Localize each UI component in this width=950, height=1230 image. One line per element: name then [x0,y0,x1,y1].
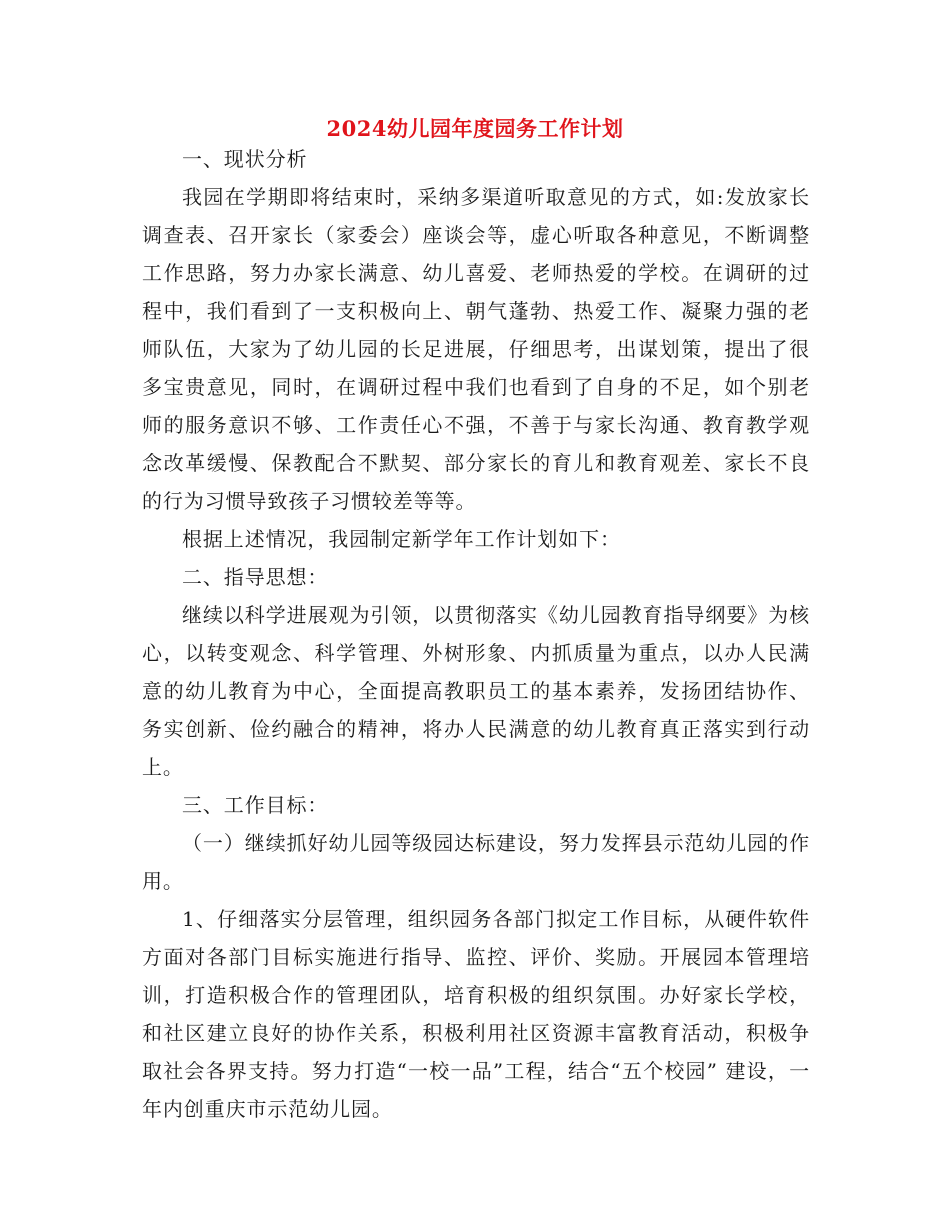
paragraph-guiding-ideology: 继续以科学进展观为引领，以贯彻落实《幼儿园教育指导纲要》为核心，以转变观念、科学管理、外树形象、内抓质量为重点，以办人民满意的幼儿教育为中心，全面提高教职员工的基本素养，发扬团结协作、务实创新、俭约融合的精神，将办人民满意的幼儿教育真正落实到行动上。 [142,603,810,779]
paragraph-goal-one-item-1: 1、仔细落实分层管理，组织园务各部门拟定工作目标，从硬件软件方面对各部门目标实施进行指导、监控、评价、奖励。开展园本管理培训，打造积极合作的管理团队，培育积极的组织氛围。办好家长学校，和社区建立良好的协作关系，积极利用社区资源丰富教育活动，积极争取社会各界支持。努力打造“一校一品”工程，结合“五个校园” 建设，一年内创重庆市示范幼儿园。 [142,907,810,1121]
document-body [142,140,810,1128]
section-heading-work-goals: 三、工作目标： [182,793,329,817]
paragraph-plan-intro: 根据上述情况，我园制定新学年工作计划如下： [182,527,621,551]
paragraph-goal-one: （一）继续抓好幼儿园等级园达标建设，努力发挥县示范幼儿园的作用。 [142,831,810,893]
paragraph-status-analysis: 我园在学期即将结束时，采纳多渠道听取意见的方式，如:发放家长调查表、召开家长（家委会）座谈会等，虚心听取各种意见，不断调整工作思路，努力办家长满意、幼儿喜爱、老师热爱的学校。在调研的过程中，我们看到了一支积极向上、朝气蓬勃、热爱工作、凝聚力强的老师队伍，大家为了幼儿园的长足进展，仔细思考，出谋划策，提出了很多宝贵意见，同时，在调研过程中我们也看到了自身的不足，如个别老师的服务意识不够、工作责任心不强，不善于与家长沟通、教育教学观念改革缓慢、保教配合不默契、部分家长的育儿和教育观差、家长不良的行为习惯导致孩子习惯较差等等。 [142,185,810,513]
document-title: 2024幼儿园年度园务工作计划 [326,116,624,141]
section-heading-guiding-ideology: 二、指导思想： [182,565,329,589]
section-heading-status-analysis: 一、现状分析 [182,147,308,171]
